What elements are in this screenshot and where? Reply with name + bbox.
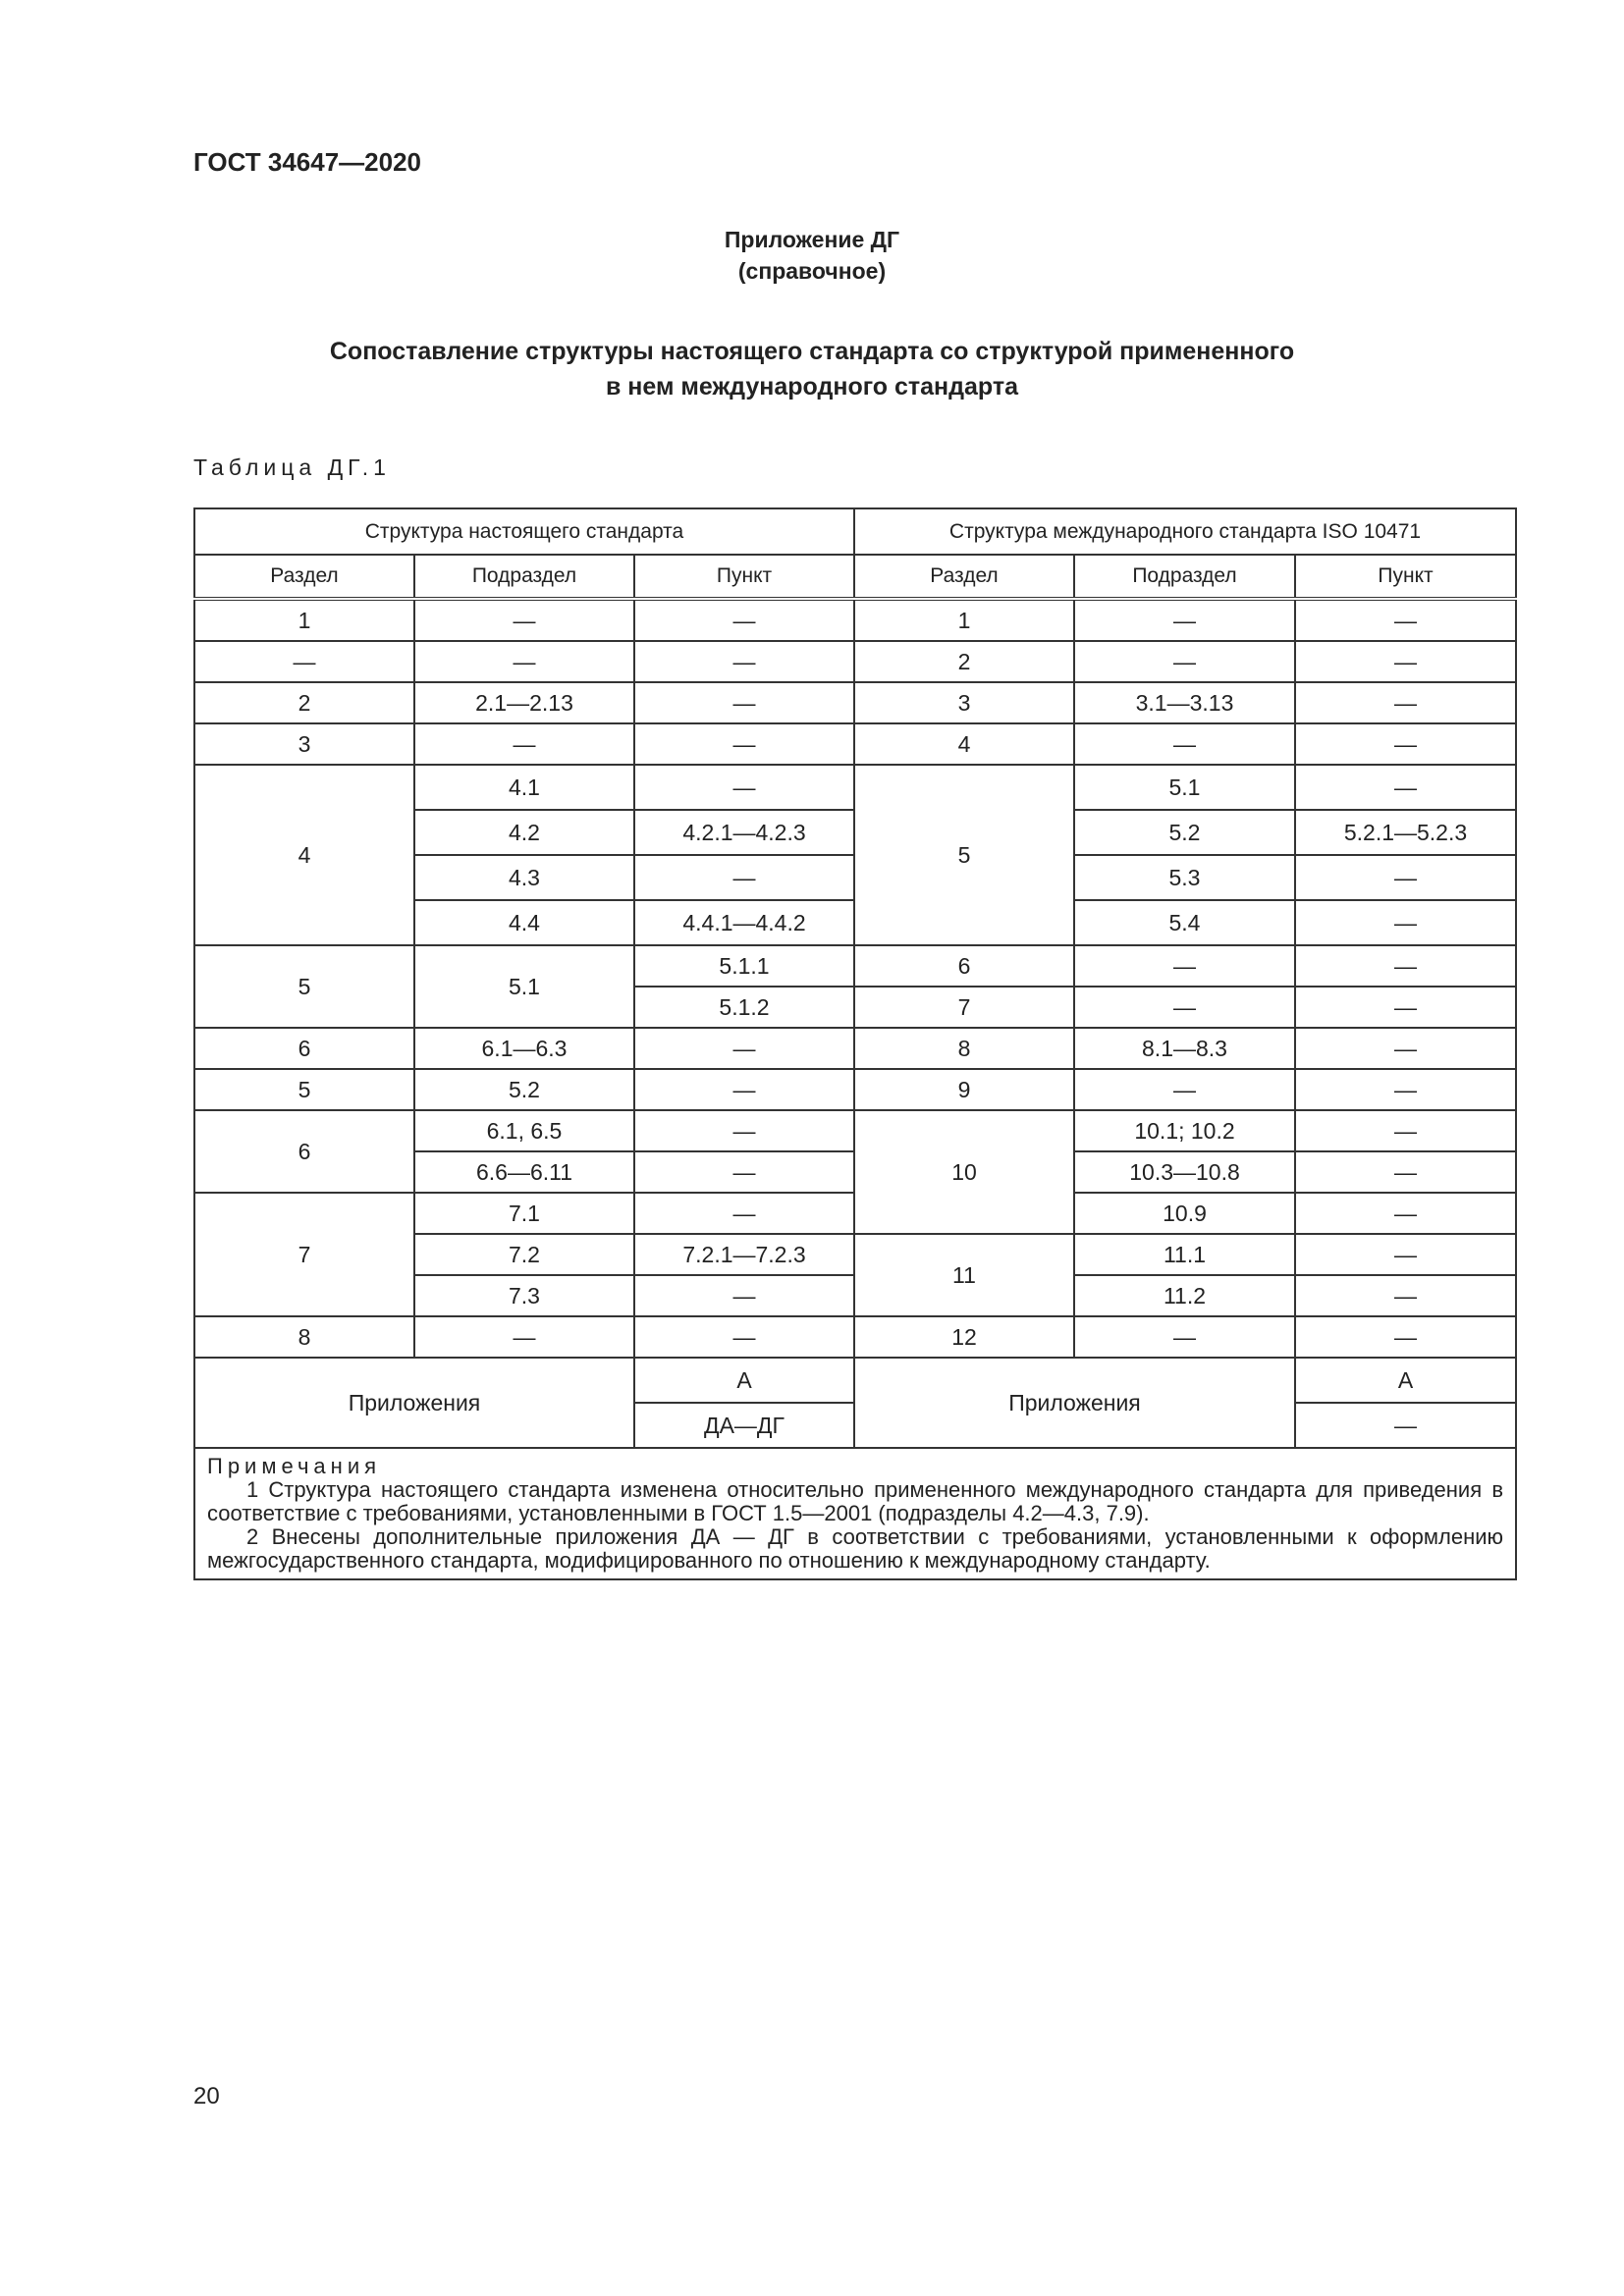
- table-cell: 3: [854, 682, 1074, 723]
- table-caption: Таблица ДГ.1: [193, 454, 391, 480]
- table-cell: 4.4: [414, 900, 634, 945]
- table-cell: 7.2.1—7.2.3: [634, 1234, 854, 1275]
- table-cell: —: [1074, 945, 1295, 987]
- table-cell: —: [1295, 987, 1516, 1028]
- table-cell: 6: [194, 1028, 414, 1069]
- table-cell: —: [1295, 1193, 1516, 1234]
- table-cell: 8: [854, 1028, 1074, 1069]
- table-cell: 4.3: [414, 855, 634, 900]
- table-cell: 10.9: [1074, 1193, 1295, 1234]
- table-row: [194, 945, 1516, 987]
- table-cell: —: [634, 855, 854, 900]
- table-notes: [194, 1448, 1516, 1579]
- group-header-row: [194, 508, 1516, 555]
- table-cell: —: [1295, 1069, 1516, 1110]
- table-cell: ДА—ДГ: [634, 1403, 854, 1448]
- table-cell: —: [634, 1316, 854, 1358]
- table-cell: —: [1295, 1275, 1516, 1316]
- table-cell: 6.1, 6.5: [414, 1110, 634, 1151]
- table-cell: А: [634, 1358, 854, 1403]
- table-cell: 4: [194, 765, 414, 945]
- table-cell: 5: [194, 945, 414, 1028]
- column-header: Подраздел: [414, 555, 634, 599]
- table-cell: 10.3—10.8: [1074, 1151, 1295, 1193]
- table-cell: 4.4.1—4.4.2: [634, 900, 854, 945]
- table-cell: —: [634, 682, 854, 723]
- table-cell: —: [1295, 1234, 1516, 1275]
- table-row: [194, 1028, 1516, 1069]
- table-cell: 5.4: [1074, 900, 1295, 945]
- table-cell: —: [1295, 1110, 1516, 1151]
- table-cell: —: [1295, 599, 1516, 641]
- table-cell: А: [1295, 1358, 1516, 1403]
- table-cell: —: [1295, 682, 1516, 723]
- table-row: [194, 641, 1516, 682]
- column-header: Раздел: [194, 555, 414, 599]
- table-cell: 6: [854, 945, 1074, 987]
- table-cell: 5.2: [1074, 810, 1295, 855]
- table-cell: 3: [194, 723, 414, 765]
- group-header-international: Структура международного стандарта ISO 10471: [854, 508, 1516, 555]
- table-cell: 11: [854, 1234, 1074, 1316]
- table-cell: 5.1: [414, 945, 634, 1028]
- table-cell: 7.3: [414, 1275, 634, 1316]
- table-cell: 6: [194, 1110, 414, 1193]
- table-row: [194, 723, 1516, 765]
- table-row: [194, 1069, 1516, 1110]
- structure-comparison-table: [193, 507, 1517, 1580]
- title-line-1: Сопоставление структуры настоящего стандарта со структурой примененного: [329, 338, 1295, 365]
- page-number: 20: [193, 2083, 220, 2109]
- column-header-row: [194, 555, 1516, 599]
- table-cell: —: [1295, 765, 1516, 810]
- table-cell: —: [634, 1028, 854, 1069]
- table-cell: —: [1074, 1316, 1295, 1358]
- table-cell: —: [1295, 1316, 1516, 1358]
- notes-heading: Примечания: [207, 1454, 382, 1478]
- table-cell: —: [634, 599, 854, 641]
- table-cell: —: [634, 1069, 854, 1110]
- table-cell: —: [1074, 1069, 1295, 1110]
- table-cell: 5.1: [1074, 765, 1295, 810]
- table-cell: 10: [854, 1110, 1074, 1234]
- table-cell: —: [1295, 945, 1516, 987]
- column-header: Подраздел: [1074, 555, 1295, 599]
- table-cell: —: [414, 723, 634, 765]
- note-2: 2 Внесены дополнительные приложения ДА — ДГ в соответствии с требованиями, установленными к оформлению межгосударственного стандарта, модифицированного по отношению к международному стандарту.: [207, 1524, 1504, 1573]
- page-title: [0, 334, 1624, 404]
- table-cell: 8.1—8.3: [1074, 1028, 1295, 1069]
- table-cell: —: [634, 1110, 854, 1151]
- appendix-heading: [0, 224, 1624, 287]
- table-cell: —: [1295, 641, 1516, 682]
- table-cell: 4.2: [414, 810, 634, 855]
- table-cell: 5.3: [1074, 855, 1295, 900]
- table-cell: 3.1—3.13: [1074, 682, 1295, 723]
- table-cell: 7.1: [414, 1193, 634, 1234]
- table-cell: —: [414, 641, 634, 682]
- table-cell: 4.1: [414, 765, 634, 810]
- table-cell: —: [1074, 987, 1295, 1028]
- table-cell: 6.6—6.11: [414, 1151, 634, 1193]
- table-cell: 5.1.1: [634, 945, 854, 987]
- table-cell: —: [1074, 599, 1295, 641]
- column-header: Пункт: [1295, 555, 1516, 599]
- table-cell: 11.2: [1074, 1275, 1295, 1316]
- table-row: [194, 765, 1516, 810]
- table-cell: 7.2: [414, 1234, 634, 1275]
- table-cell: —: [1295, 1403, 1516, 1448]
- table-cell: —: [634, 641, 854, 682]
- appendices-label-national: Приложения: [194, 1358, 634, 1448]
- table-cell: 12: [854, 1316, 1074, 1358]
- column-header: Раздел: [854, 555, 1074, 599]
- table-row: [194, 1358, 1516, 1403]
- table-cell: 1: [194, 599, 414, 641]
- appendix-subtitle: (справочное): [737, 258, 887, 284]
- table-cell: —: [1295, 855, 1516, 900]
- table-cell: 2.1—2.13: [414, 682, 634, 723]
- appendix-title: Приложение ДГ: [724, 227, 900, 252]
- table-cell: 2: [854, 641, 1074, 682]
- table-cell: 4: [854, 723, 1074, 765]
- notes-row: [194, 1448, 1516, 1579]
- table-cell: —: [194, 641, 414, 682]
- table-cell: 9: [854, 1069, 1074, 1110]
- table-cell: 5: [854, 765, 1074, 945]
- table-cell: —: [634, 723, 854, 765]
- table-cell: 7: [854, 987, 1074, 1028]
- table-cell: 10.1; 10.2: [1074, 1110, 1295, 1151]
- table-cell: —: [1295, 1028, 1516, 1069]
- table-row: [194, 682, 1516, 723]
- table-cell: —: [634, 765, 854, 810]
- table-row: [194, 599, 1516, 641]
- table-cell: 8: [194, 1316, 414, 1358]
- table-cell: 1: [854, 599, 1074, 641]
- note-1: 1 Структура настоящего стандарта изменена относительно примененного международного стандарта для приведения в соответствие с требованиями, установленными в ГОСТ 1.5—2001 (подразделы 4.2—4.3, 7.9).: [207, 1477, 1504, 1525]
- table-cell: 5: [194, 1069, 414, 1110]
- table-cell: 2: [194, 682, 414, 723]
- table-cell: —: [1074, 641, 1295, 682]
- column-header: Пункт: [634, 555, 854, 599]
- table-cell: 5.2.1—5.2.3: [1295, 810, 1516, 855]
- table-row: [194, 1110, 1516, 1151]
- table-cell: 6.1—6.3: [414, 1028, 634, 1069]
- table-cell: —: [1295, 723, 1516, 765]
- table-cell: 11.1: [1074, 1234, 1295, 1275]
- table-cell: —: [1074, 723, 1295, 765]
- table-cell: 5.2: [414, 1069, 634, 1110]
- table-cell: —: [414, 599, 634, 641]
- table-cell: —: [634, 1193, 854, 1234]
- table-cell: —: [634, 1151, 854, 1193]
- table-cell: —: [1295, 1151, 1516, 1193]
- appendices-label-international: Приложения: [854, 1358, 1295, 1448]
- table-cell: —: [1295, 900, 1516, 945]
- table-cell: 5.1.2: [634, 987, 854, 1028]
- table-cell: 4.2.1—4.2.3: [634, 810, 854, 855]
- table-row: [194, 1316, 1516, 1358]
- table-cell: 7: [194, 1193, 414, 1316]
- title-line-2: в нем международного стандарта: [605, 373, 1019, 400]
- group-header-national: Структура настоящего стандарта: [194, 508, 854, 555]
- table-cell: —: [634, 1275, 854, 1316]
- table-cell: —: [414, 1316, 634, 1358]
- document-code: ГОСТ 34647—2020: [193, 147, 421, 177]
